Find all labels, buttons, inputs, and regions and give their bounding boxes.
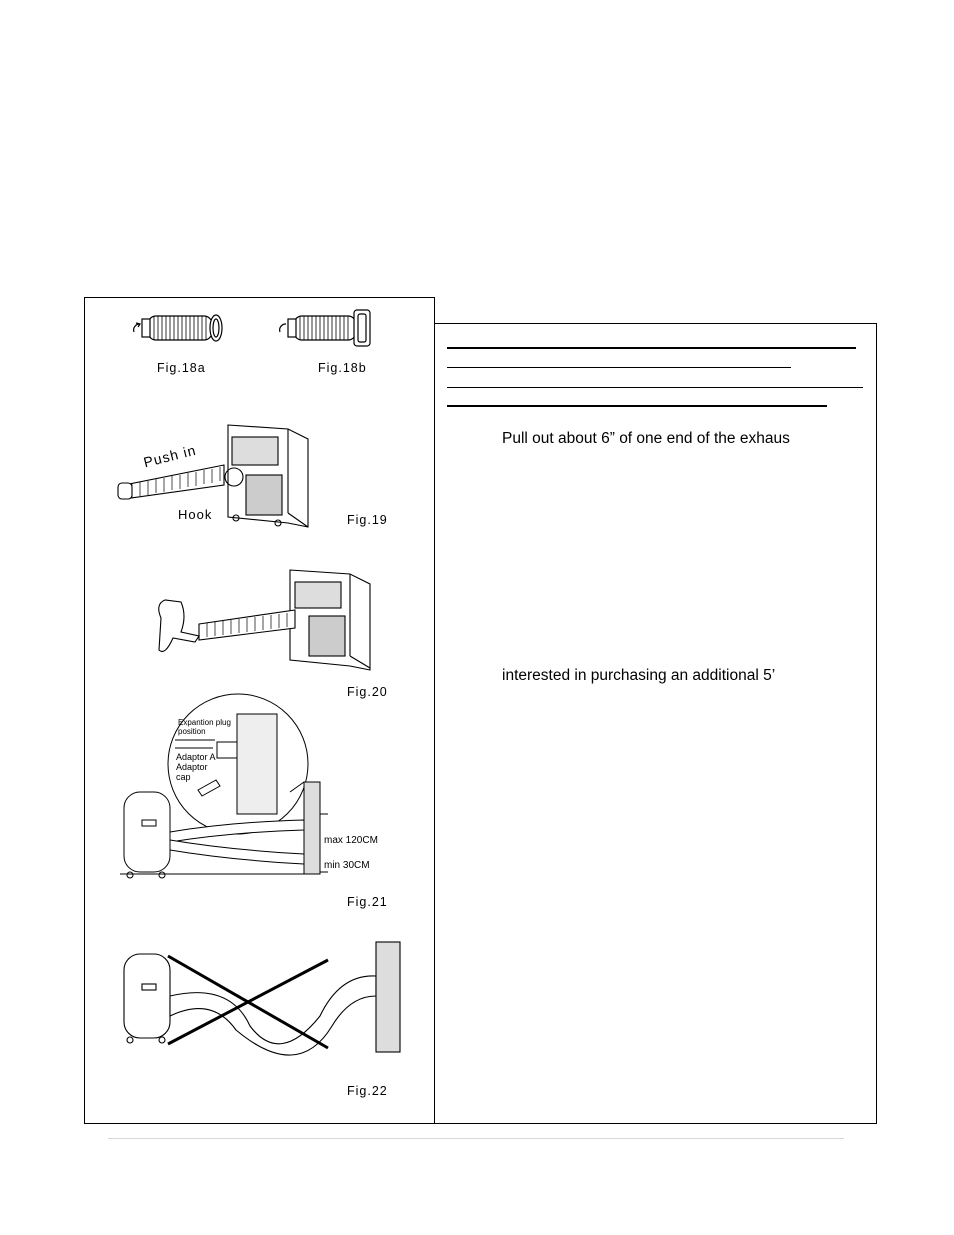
unit-hand-illustration [155, 558, 385, 668]
fig18a-label: Fig.18a [157, 361, 206, 375]
fig19-label: Fig.19 [347, 513, 388, 527]
expansion-plug-callout: Expantion plug [178, 718, 231, 727]
instruction-line-1: Pull out about 6” of one end of the exhaus [502, 430, 790, 447]
heading-rule-3 [447, 387, 863, 388]
window-install-illustration [120, 712, 390, 882]
incorrect-install-illustration [120, 940, 405, 1060]
footer-divider [108, 1138, 844, 1139]
fig22-label: Fig.22 [347, 1084, 388, 1098]
fig21-label: Fig.21 [347, 895, 388, 909]
instruction-line-2: interested in purchasing an additional 5’ [502, 667, 776, 684]
push-in-callout: Push in [141, 441, 198, 471]
cap-callout: cap [176, 772, 191, 782]
heading-rule-1 [447, 347, 856, 349]
fig20-label: Fig.20 [347, 685, 388, 699]
adaptor-a-callout: Adaptor A [176, 752, 216, 762]
adaptor-callout: Adaptor [176, 762, 208, 772]
max-height-label: max 120CM [324, 835, 378, 846]
position-callout: position [178, 727, 206, 736]
heading-rule-4 [447, 405, 827, 407]
hose-illustration-18a [130, 310, 230, 350]
unit-push-in-illustration [118, 415, 318, 530]
fig18b-label: Fig.18b [318, 361, 367, 375]
heading-rule-2 [447, 367, 791, 368]
hose-illustration-18b [276, 308, 386, 350]
hook-callout: Hook [178, 507, 213, 522]
min-height-label: min 30CM [324, 860, 370, 871]
